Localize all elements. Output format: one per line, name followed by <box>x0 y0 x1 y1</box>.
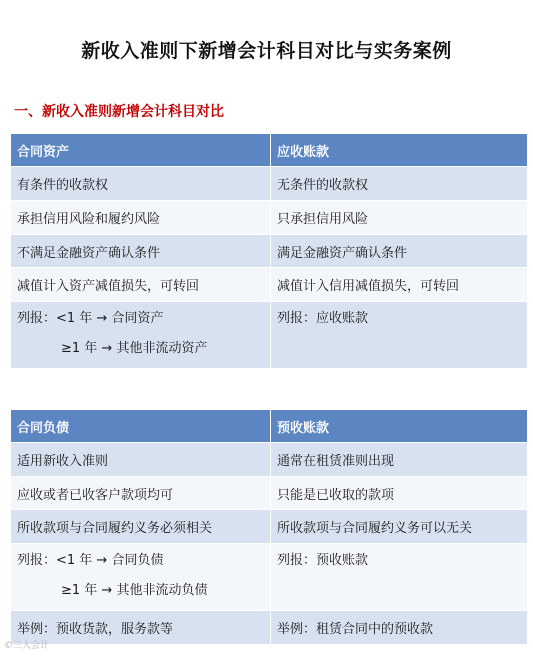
watermark: ©三人会计 <box>4 641 50 651</box>
table-cell: 减值计入信用减值损失，可转回 <box>271 268 528 302</box>
report-line: 列报：预收账款 <box>277 553 369 568</box>
table-row-report <box>11 302 528 369</box>
comparison-table-contract-assets <box>10 133 528 369</box>
report-line: 列报：应收账款 <box>277 311 369 326</box>
report-line: 列报：<1 年 → 合同资产 <box>17 311 164 326</box>
table-header-row <box>11 410 528 443</box>
table-cell: 承担信用风险和履约风险 <box>11 201 271 235</box>
table-cell: 只能是已收取的款项 <box>271 477 528 510</box>
table-row-report <box>11 544 528 611</box>
header-contract-liabilities: 合同负债 <box>11 410 271 443</box>
table-row <box>11 167 528 201</box>
table-row <box>11 201 528 235</box>
table-row-example <box>11 611 528 645</box>
table-row <box>11 268 528 302</box>
header-accounts-receivable: 应收账款 <box>271 134 528 167</box>
report-line: 列报：<1 年 → 合同负债 <box>17 553 164 568</box>
table-cell: 举例：预收货款，服务款等 <box>11 611 271 645</box>
report-cell-left <box>11 302 271 369</box>
table-cell: 通常在租赁准则出现 <box>271 443 528 477</box>
table-cell: 有条件的收款权 <box>11 167 271 201</box>
section-heading: 一、新收入准则新增会计科目对比 <box>14 104 224 120</box>
table-cell: 满足金融资产确认条件 <box>271 235 528 268</box>
table-cell: 适用新收入准则 <box>11 443 271 477</box>
report-line: ≥1 年 → 其他非流动负债 <box>61 583 208 598</box>
table-cell: 无条件的收款权 <box>271 167 528 201</box>
report-cell-right <box>271 302 528 369</box>
report-line: ≥1 年 → 其他非流动资产 <box>61 341 208 356</box>
table-row <box>11 477 528 510</box>
report-cell-left <box>11 544 271 611</box>
table-cell: 举例：租赁合同中的预收款 <box>271 611 528 645</box>
table-cell: 减值计入资产减值损失，可转回 <box>11 268 271 302</box>
table-row <box>11 235 528 268</box>
table-row <box>11 443 528 477</box>
table-cell: 所收款项与合同履约义务必须相关 <box>11 510 271 544</box>
table-row <box>11 510 528 544</box>
comparison-table-contract-liabilities <box>10 409 528 645</box>
table-header-row <box>11 134 528 167</box>
table-cell: 应收或者已收客户款项均可 <box>11 477 271 510</box>
header-advance-receipts: 预收账款 <box>271 410 528 443</box>
table-cell: 不满足金融资产确认条件 <box>11 235 271 268</box>
table-cell: 只承担信用风险 <box>271 201 528 235</box>
header-contract-assets: 合同资产 <box>11 134 271 167</box>
table-cell: 所收款项与合同履约义务可以无关 <box>271 510 528 544</box>
page-title: 新收入准则下新增会计科目对比与实务案例 <box>81 40 452 62</box>
report-cell-right <box>271 544 528 611</box>
